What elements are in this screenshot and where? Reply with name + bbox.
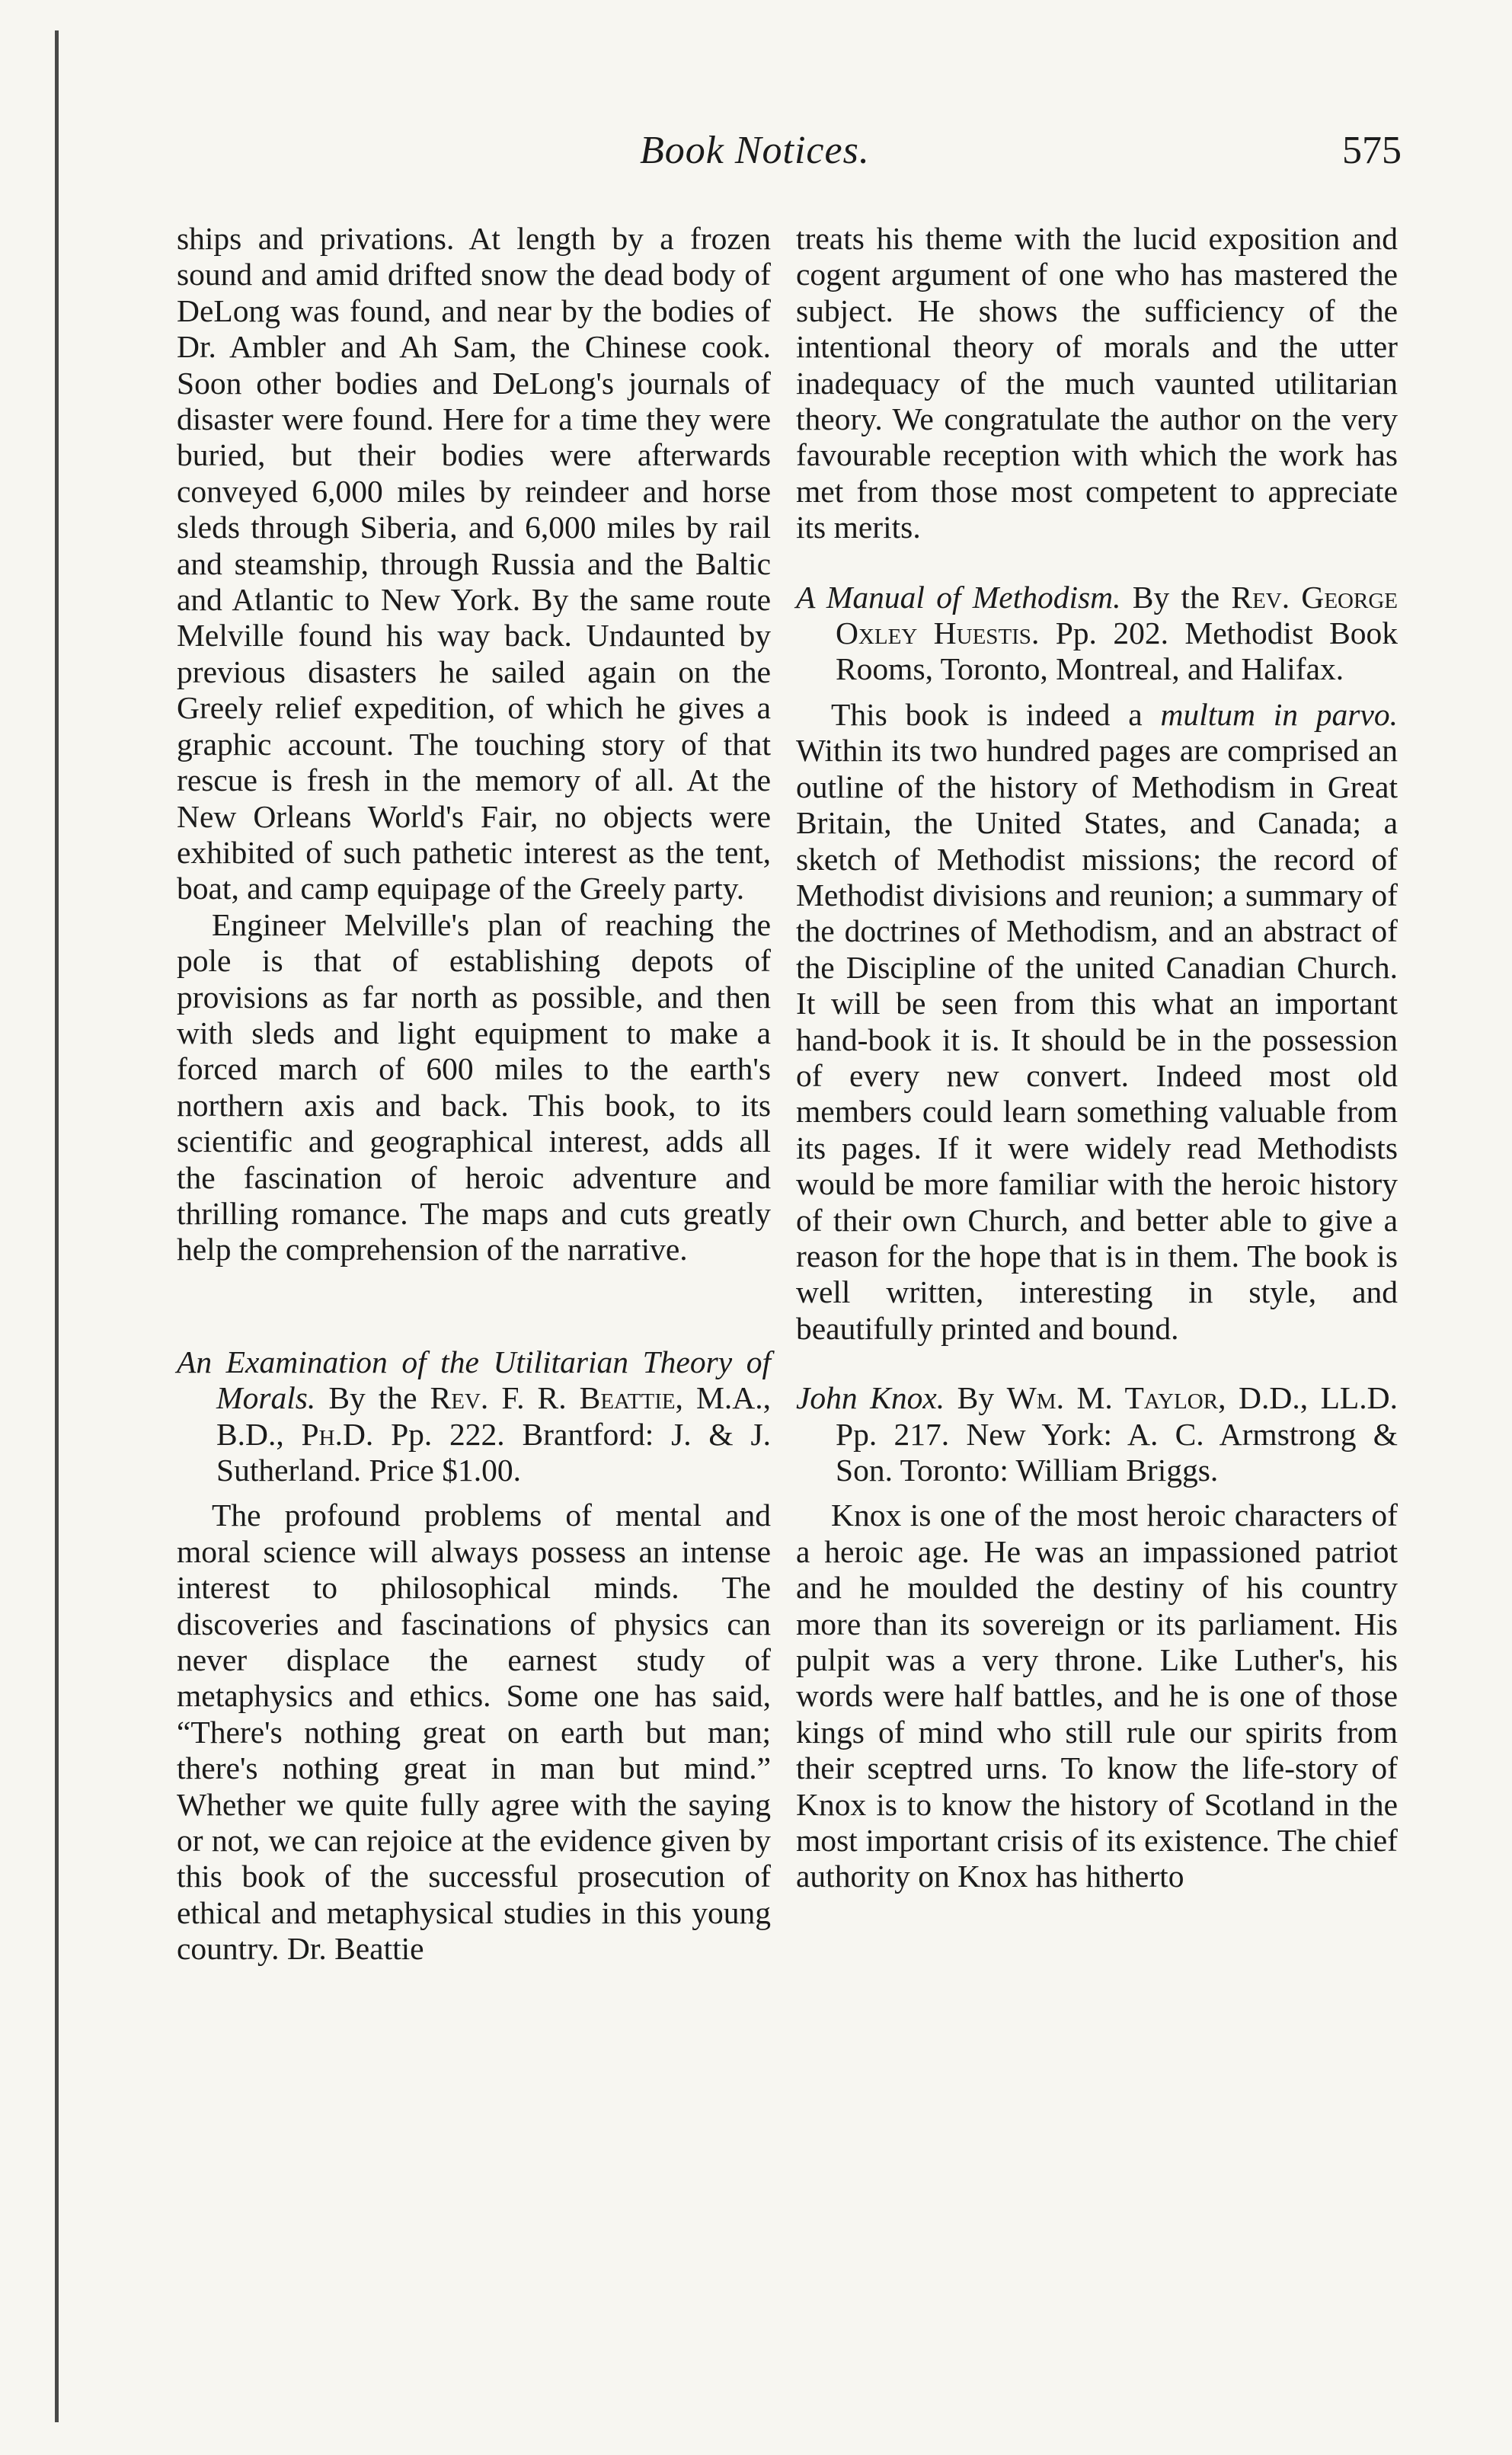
notice-author: Rev. F. R. Beattie, M.A., B.D., Ph.D. xyxy=(216,1380,771,1452)
notice-body-john-knox: Knox is one of the most heroic characters of a heroic age. He was an impassioned patriot and he moulded the destiny of his country more than its sovereign or its parliament. His pulpit was a very throne. Like Luther's, his words were half battles, and he is one of those kings of mind who still rule our spirits from their sceptred urns. To know the life-story of Knox is to know the history of Scotland in the most important crisis of its existence. The chief authority on Knox has hitherto xyxy=(796,1498,1398,1894)
notice-heading-utilitarian xyxy=(177,1344,771,1489)
continuation-paragraph-2: Engineer Melville's plan of reaching the pole is that of establishing depots of provisions as far north as possible, and then with sleds and light equipment to make a forced march of 600 miles to the earth's northern axis and back. This book, to its scientific and geographical interest, adds all the fascination of heroic adventure and thrilling romance. The maps and cuts greatly help the comprehension of the narrative. xyxy=(177,906,771,1267)
latin-phrase: multum in parvo. xyxy=(1160,696,1399,732)
notice-body-rest: Within its two hundred pages are comprised an outline of the history of Methodism in Great Britain, the United States, and Canada; a sketch of Methodist missions; the record of Methodist divisions and reunion; a summary of the doctrines of Methodism, and an abstract of the Discipline of the united Canadian Church. It will be seen from this what an important hand-book it is. It should be in the possession of every new convert. Indeed most old members could learn something valuable from its pages. If it were widely read Methodists would be more familiar with the heroic history of their own Church, and better able to give a reason for the hope that is in them. The book is well written, interesting in style, and beautifully printed and bound. xyxy=(796,733,1398,1346)
right-column xyxy=(796,221,1398,1895)
page-binding-edge xyxy=(55,30,59,2422)
notice-publication-details: D.D., LL.D. Pp. 217. New York: A. C. Armstrong & Son. Toronto: William Briggs. xyxy=(836,1380,1398,1488)
notice-title: An Examination of the Utilitarian Theory of Morals. xyxy=(177,1344,771,1416)
notice-body-lead: This book is indeed a xyxy=(831,696,1161,732)
left-column xyxy=(177,221,771,1968)
notice-title: A Manual of Methodism. xyxy=(796,579,1121,615)
notice-author: Rev. George Oxley Huestis. xyxy=(836,579,1398,651)
notice-by: By the xyxy=(315,1380,430,1416)
notice-body-methodism xyxy=(796,697,1398,1347)
notice-by: By the xyxy=(1120,579,1232,615)
running-head: Book Notices. xyxy=(640,129,870,172)
notice-publication-details: Pp. 222. Brantford: J. & J. Sutherland. Price $1.00. xyxy=(216,1416,771,1488)
continuation-paragraph: ships and privations. At length by a frozen sound and amid drifted snow the dead body of DeLong was found, and near by the bodies of Dr. Ambler and Ah Sam, the Chinese cook. Soon other bodies and DeLong's journals of disaster were found. Here for a time they were buried, but their bodies were afterwards conveyed 6,000 miles by reindeer and horse sleds through Siberia, and 6,000 miles by rail and steamship, through Russia and the Baltic and Atlantic to New York. By the same route Melville found his way back. Undaunted by previous disasters he sailed again on the Greely relief expedition, of which he gives a graphic account. The touching story of that rescue is fresh in the memory of all. At the New Orleans World's Fair, no objects were exhibited of such pathetic interest as the tent, boat, and camp equipage of the Greely party. xyxy=(177,221,771,906)
notice-heading-methodism xyxy=(796,580,1398,688)
notice-heading-john-knox xyxy=(796,1380,1398,1488)
page-number: 575 xyxy=(1342,129,1402,172)
notice-title: John Knox. xyxy=(796,1380,945,1416)
notice-body-utilitarian-continued: treats his theme with the lucid exposition and cogent argument of one who has mastered the subject. He shows the sufficiency of the intentional theory of morals and the utter inadequacy of the much vaunted utilitarian theory. We congratulate the author on the very favourable reception with which the work has met from those most competent to appreciate its merits. xyxy=(796,221,1398,545)
notice-by: By xyxy=(945,1380,1007,1416)
notice-body-utilitarian: The profound problems of mental and moral science will always possess an intense interest to philosophical minds. The discoveries and fascinations of physics can never displace the earnest study of metaphysics and ethics. Some one has said, “There's nothing great on earth but man; there's nothing great in man but mind.” Whether we quite fully agree with the saying or not, we can rejoice at the evidence given by this book of the successful prosecution of ethical and metaphysical studies in this young country. Dr. Beattie xyxy=(177,1498,771,1967)
notice-publication-details: Pp. 202. Methodist Book Rooms, Toronto, Montreal, and Halifax. xyxy=(836,615,1398,687)
page-header xyxy=(183,128,1402,197)
notice-author: Wm. M. Taylor, xyxy=(1006,1380,1226,1416)
